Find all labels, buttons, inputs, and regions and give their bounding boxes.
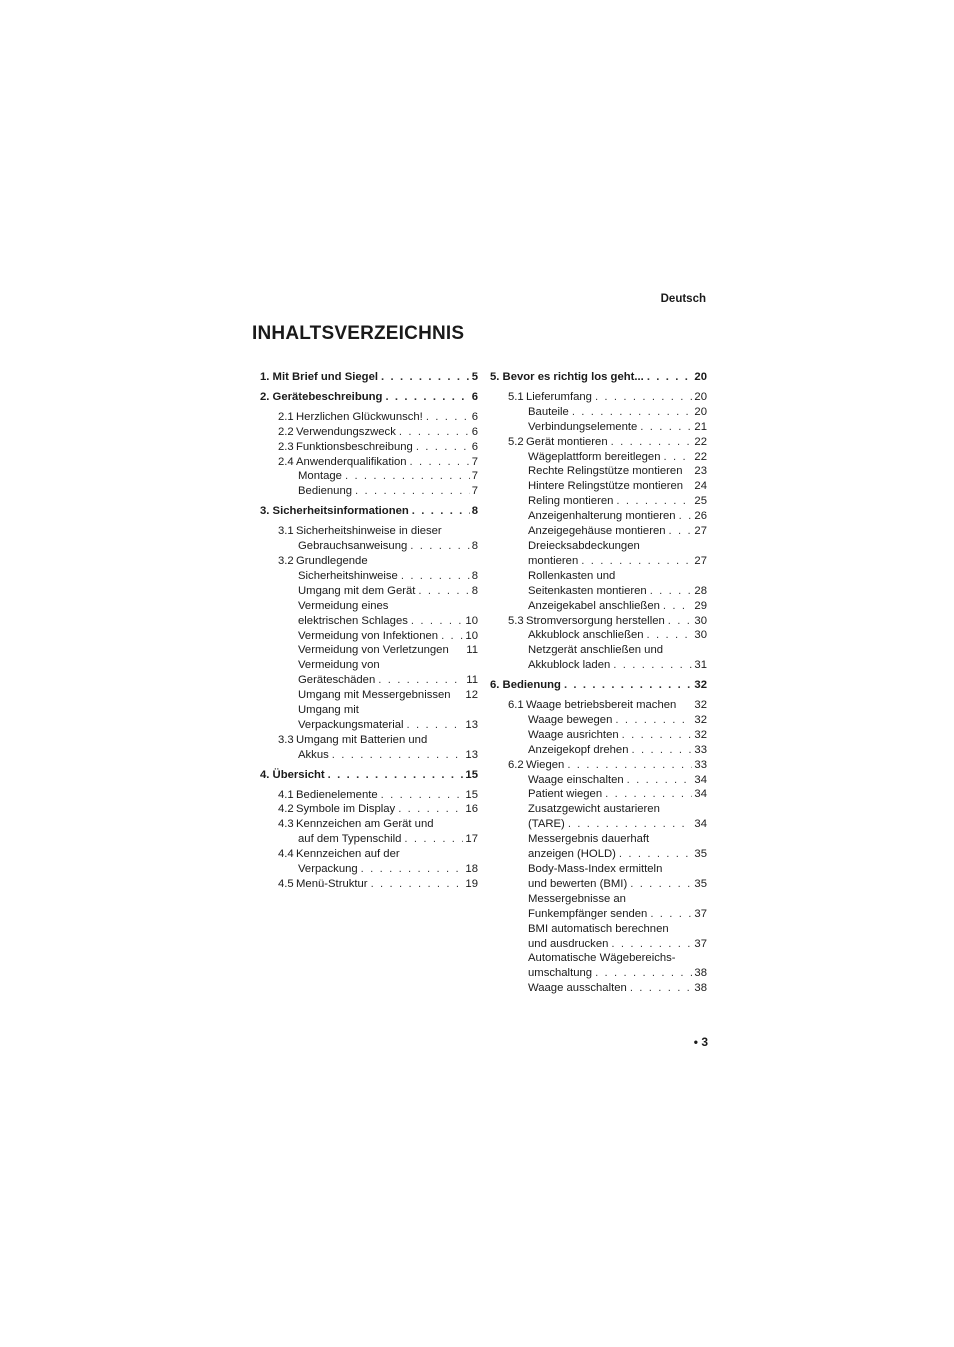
toc-entry-item[interactable] — [528, 787, 707, 802]
toc-entry-number: 5.1 — [508, 390, 524, 403]
toc-entry-label: 3. Sicherheitsinformationen — [260, 505, 409, 518]
toc-entry-page: 38 — [694, 982, 707, 995]
language-label: Deutsch — [660, 293, 706, 305]
toc-entry-page: 25 — [694, 495, 707, 508]
toc-entry-sub[interactable] — [278, 524, 478, 539]
toc-entry-page: 32 — [694, 713, 707, 726]
toc-entry-number: 2.3 — [278, 440, 294, 453]
toc-dot-leader — [567, 758, 692, 773]
toc-entry-label: Anzeigekopf drehen — [528, 743, 629, 756]
toc-entry-item[interactable] — [298, 688, 478, 703]
toc-entry-item[interactable] — [528, 599, 707, 614]
toc-entry-page: 6 — [471, 390, 478, 403]
toc-entry-item[interactable] — [528, 494, 707, 509]
toc-entry-item[interactable] — [298, 643, 478, 658]
toc-entry-label: Bauteile — [528, 405, 569, 418]
toc-entry-item[interactable] — [298, 718, 478, 733]
toc-entry-sub[interactable] — [278, 425, 478, 440]
toc-entry-label: Bedienelemente — [296, 788, 378, 801]
toc-dot-leader — [669, 524, 693, 539]
toc-dot-leader — [416, 440, 470, 455]
toc-entry-main[interactable] — [490, 370, 707, 385]
toc-entry-label: Anzeigenhalterung montieren — [528, 510, 676, 523]
toc-entry-item[interactable] — [298, 469, 478, 484]
toc-entry-page: 34 — [694, 818, 707, 831]
toc-entry-item[interactable] — [298, 584, 478, 599]
toc-entry-page: 33 — [694, 743, 707, 756]
toc-dot-leader — [568, 817, 693, 832]
toc-entry-item[interactable] — [528, 802, 707, 817]
toc-entry-item[interactable] — [528, 877, 707, 892]
toc-entry-page: 6 — [471, 425, 478, 438]
toc-entry-label: Reling montieren — [528, 495, 614, 508]
toc-dot-leader — [664, 450, 693, 465]
toc-dot-leader — [385, 390, 469, 405]
toc-entry-page: 17 — [465, 833, 478, 846]
toc-entry-item[interactable] — [528, 892, 707, 907]
toc-entry-label: Umgang mit Messergebnissen — [298, 689, 451, 702]
toc-dot-leader — [345, 469, 470, 484]
toc-entry-label: Umgang mit Batterien und — [296, 733, 428, 746]
toc-entry-number: 2.1 — [278, 410, 294, 423]
toc-entry-label: Sicherheitshinweise in dieser — [296, 525, 442, 538]
toc-entry-item[interactable] — [528, 713, 707, 728]
toc-entry-item[interactable] — [528, 743, 707, 758]
toc-dot-leader — [619, 847, 693, 862]
toc-entry-page: 7 — [471, 485, 478, 498]
toc-entry-label: Funktionsbeschreibung — [296, 440, 413, 453]
toc-entry-label: Umgang mit — [298, 704, 359, 717]
toc-entry-label: Bedienung — [298, 485, 353, 498]
toc-entry-item[interactable] — [528, 817, 707, 832]
toc-dot-leader — [640, 420, 692, 435]
toc-entry-label: montieren — [528, 554, 579, 567]
toc-entry-label: 2. Gerätebeschreibung — [260, 390, 383, 403]
toc-entry-item[interactable] — [298, 599, 478, 614]
toc-entry-number: 4.3 — [278, 818, 294, 831]
toc-entry-page: 32 — [694, 728, 707, 741]
toc-dot-leader — [605, 787, 692, 802]
toc-entry-sub[interactable] — [278, 788, 478, 803]
toc-entry-label: und ausdrucken — [528, 937, 609, 950]
toc-dot-leader — [630, 981, 693, 996]
toc-entry-page: 10 — [465, 629, 478, 642]
toc-dot-leader — [613, 658, 692, 673]
toc-entry-label: Anwenderqualifikation — [296, 455, 407, 468]
toc-entry-item[interactable] — [528, 584, 707, 599]
toc-dot-leader — [361, 862, 464, 877]
toc-entry-label: Body-Mass-Index ermitteln — [528, 863, 663, 875]
toc-entry-sub[interactable] — [508, 390, 707, 405]
toc-entry-sub[interactable] — [278, 877, 478, 892]
toc-entry-number: 2.4 — [278, 455, 294, 468]
toc-entry-page: 34 — [694, 773, 707, 786]
toc-entry-item[interactable] — [298, 658, 478, 673]
toc-dot-leader — [426, 410, 470, 425]
toc-entry-page: 20 — [694, 371, 707, 383]
toc-entry-label: Rechte Relingstütze montieren — [528, 465, 683, 478]
toc-dot-leader — [663, 599, 693, 614]
toc-entry-label: Lieferumfang — [526, 390, 592, 403]
toc-entry-sub[interactable] — [278, 410, 478, 425]
toc-entry-label: Funkempfänger senden — [528, 907, 648, 920]
toc-entry-label: Symbole im Display — [296, 803, 396, 816]
toc-dot-leader — [411, 614, 464, 629]
toc-entry-label: Sicherheitshinweise — [298, 569, 398, 582]
toc-entry-page: 12 — [465, 689, 478, 702]
toc-entry-number: 3.3 — [278, 733, 294, 746]
toc-entry-label: Vermeidung von Infektionen — [298, 629, 439, 642]
toc-entry-label: umschaltung — [528, 967, 593, 980]
toc-entry-sub[interactable] — [278, 733, 478, 748]
toc-entry-page: 32 — [694, 679, 707, 692]
toc-entry-page: 8 — [471, 505, 478, 518]
toc-dot-leader — [371, 877, 464, 892]
toc-entry-item[interactable] — [528, 643, 707, 658]
toc-column-left — [260, 370, 478, 892]
toc-entry-page: 8 — [471, 540, 478, 553]
toc-entry-label: Menü-Struktur — [296, 878, 368, 890]
toc-entry-label: Dreiecksabdeckungen — [528, 539, 640, 552]
toc-entry-item[interactable] — [528, 420, 707, 435]
toc-entry-main[interactable] — [260, 370, 478, 385]
toc-entry-page: 35 — [694, 848, 707, 861]
toc-entry-item[interactable] — [298, 484, 478, 499]
toc-entry-item[interactable] — [528, 907, 707, 922]
toc-entry-main[interactable] — [260, 390, 478, 405]
toc-entry-item[interactable] — [528, 479, 707, 494]
toc-entry-sub[interactable] — [278, 440, 478, 455]
toc-entry-page: 15 — [465, 768, 478, 781]
toc-entry-item[interactable] — [528, 937, 707, 952]
toc-dot-leader — [381, 788, 464, 803]
toc-entry-label: 5. Bevor es richtig los geht... — [490, 371, 644, 383]
toc-entry-label: Waage ausschalten — [528, 982, 627, 995]
toc-entry-item[interactable] — [528, 847, 707, 862]
toc-entry-item[interactable] — [298, 703, 478, 718]
toc-entry-item[interactable] — [528, 405, 707, 420]
toc-entry-page: 27 — [694, 554, 707, 567]
toc-entry-page: 10 — [465, 614, 478, 627]
toc-entry-item[interactable] — [298, 614, 478, 629]
toc-entry-page: 20 — [694, 390, 707, 403]
toc-entry-sub[interactable] — [278, 817, 478, 832]
toc-dot-leader — [650, 907, 692, 922]
toc-entry-page: 33 — [694, 758, 707, 771]
toc-entry-label: Vermeidung von — [298, 659, 380, 672]
toc-entry-page: 32 — [694, 699, 707, 712]
toc-entry-page: 30 — [694, 614, 707, 627]
toc-entry-label: Herzlichen Glückwunsch! — [296, 410, 423, 423]
toc-entry-label: (TARE) — [528, 818, 565, 831]
toc-entry-label: 1. Mit Brief und Siegel — [260, 371, 379, 383]
toc-entry-page: 15 — [465, 788, 478, 801]
toc-entry-label: Vermeidung von Verletzungen — [298, 644, 449, 657]
toc-dot-leader — [572, 405, 693, 420]
toc-entry-label: Netzgerät anschließen und — [528, 644, 664, 657]
toc-entry-page: 38 — [694, 967, 707, 980]
toc-dot-leader — [441, 629, 463, 644]
toc-entry-label: Verbindungselemente — [528, 420, 638, 433]
toc-entry-page: 16 — [465, 803, 478, 816]
toc-entry-label: Vermeidung eines — [298, 599, 389, 612]
toc-entry-item[interactable] — [298, 539, 478, 554]
toc-dot-leader — [355, 484, 470, 499]
toc-entry-label: 6. Bedienung — [490, 679, 561, 692]
toc-entry-page: 22 — [694, 450, 707, 463]
toc-entry-label: Waage einschalten — [528, 773, 624, 786]
toc-entry-page: 11 — [466, 644, 478, 657]
toc-entry-item[interactable] — [298, 629, 478, 644]
toc-dot-leader — [668, 614, 693, 629]
toc-entry-main[interactable] — [260, 768, 478, 783]
toc-entry-sub[interactable] — [278, 554, 478, 569]
toc-entry-page: 23 — [694, 465, 707, 478]
toc-entry-main[interactable] — [260, 504, 478, 519]
toc-entry-page: 13 — [465, 748, 478, 761]
toc-entry-sub[interactable] — [508, 698, 707, 713]
toc-dot-leader — [401, 569, 470, 584]
toc-entry-sub[interactable] — [278, 802, 478, 817]
toc-entry-page: 5 — [471, 371, 478, 383]
toc-dot-leader — [381, 370, 470, 385]
toc-dot-leader — [328, 768, 464, 783]
toc-entry-sub[interactable] — [278, 847, 478, 862]
toc-entry-page: 28 — [694, 584, 707, 597]
toc-entry-page: 6 — [471, 410, 478, 423]
toc-entry-label: Anzeigekabel anschließen — [528, 599, 660, 612]
toc-entry-label: Anzeigegehäuse montieren — [528, 525, 666, 538]
toc-entry-label: Kennzeichen auf der — [296, 848, 400, 861]
toc-entry-sub[interactable] — [278, 455, 478, 470]
toc-entry-item[interactable] — [528, 728, 707, 743]
toc-entry-label: Verwendungszweck — [296, 425, 396, 438]
toc-entry-page: 7 — [471, 455, 478, 468]
toc-entry-page: 26 — [694, 510, 707, 523]
toc-entry-number: 3.2 — [278, 554, 294, 567]
toc-dot-leader — [616, 494, 692, 509]
toc-entry-page: 34 — [694, 788, 707, 801]
toc-entry-label: Waage bewegen — [528, 713, 613, 726]
toc-entry-page: 8 — [471, 584, 478, 597]
toc-entry-number: 4.5 — [278, 878, 294, 890]
toc-entry-item[interactable] — [528, 981, 707, 996]
toc-entry-label: Wiegen — [526, 758, 565, 771]
toc-entry-item[interactable] — [528, 773, 707, 788]
toc-entry-item[interactable] — [528, 951, 707, 966]
toc-entry-label: Rollenkasten und — [528, 569, 616, 582]
toc-entry-page: 13 — [465, 718, 478, 731]
toc-entry-label: Waage ausrichten — [528, 728, 619, 741]
toc-entry-page: 8 — [471, 569, 478, 582]
toc-dot-leader — [412, 504, 470, 519]
toc-entry-page: 27 — [694, 525, 707, 538]
toc-entry-label: Wägeplattform bereitlegen — [528, 450, 661, 463]
toc-entry-page: 21 — [694, 420, 707, 433]
toc-entry-sub[interactable] — [508, 614, 707, 629]
toc-entry-item[interactable] — [298, 673, 478, 688]
toc-entry-number: 2.2 — [278, 425, 294, 438]
toc-entry-item[interactable] — [298, 832, 478, 847]
toc-entry-label: Messergebnis dauerhaft — [528, 833, 650, 846]
page-title: INHALTSVERZEICHNIS — [252, 323, 465, 344]
toc-entry-label: Geräteschäden — [298, 674, 376, 687]
toc-entry-item[interactable] — [528, 569, 707, 584]
toc-dot-leader — [564, 678, 692, 693]
toc-entry-label: anzeigen (HOLD) — [528, 848, 616, 861]
toc-entry-number: 5.2 — [508, 435, 524, 448]
toc-entry-page: 19 — [465, 878, 478, 890]
toc-entry-sub[interactable] — [508, 435, 707, 450]
toc-entry-item[interactable] — [528, 922, 707, 937]
toc-entry-page: 30 — [694, 629, 707, 642]
toc-entry-item[interactable] — [528, 524, 707, 539]
toc-entry-label: Montage — [298, 470, 342, 483]
toc-dot-leader — [650, 584, 693, 599]
toc-entry-label: 4. Übersicht — [260, 768, 325, 781]
toc-dot-leader — [398, 802, 463, 817]
toc-entry-page: 18 — [465, 863, 478, 876]
toc-column-right — [490, 370, 707, 996]
toc-dot-leader — [632, 743, 693, 758]
toc-entry-item[interactable] — [298, 569, 478, 584]
toc-entry-main[interactable] — [490, 678, 707, 693]
toc-entry-page: 6 — [471, 440, 478, 453]
toc-entry-item[interactable] — [528, 464, 707, 479]
toc-dot-leader — [615, 713, 692, 728]
page-number: • 3 — [693, 1035, 708, 1049]
toc-dot-leader — [627, 773, 693, 788]
toc-entry-item[interactable] — [528, 658, 707, 673]
toc-entry-number: 6.2 — [508, 758, 524, 771]
toc-entry-label: BMI automatisch berechnen — [528, 922, 669, 935]
toc-entry-label: Verpackung — [298, 863, 358, 876]
toc-dot-leader — [407, 718, 464, 733]
toc-dot-leader — [611, 435, 693, 450]
toc-entry-item[interactable] — [298, 748, 478, 763]
toc-entry-page: 29 — [694, 599, 707, 612]
toc-dot-leader — [679, 509, 693, 524]
toc-entry-label: Hintere Relingstütze montieren — [528, 480, 684, 493]
toc-entry-label: Akkublock laden — [528, 659, 611, 672]
toc-entry-item[interactable] — [528, 554, 707, 569]
toc-entry-label: Gebrauchsanweisung — [298, 540, 408, 553]
toc-entry-item[interactable] — [528, 450, 707, 465]
toc-entry-label: Gerät montieren — [526, 435, 608, 448]
toc-entry-number: 4.2 — [278, 803, 294, 816]
toc-dot-leader — [595, 966, 692, 981]
toc-dot-leader — [630, 877, 692, 892]
toc-entry-page: 37 — [694, 937, 707, 950]
toc-entry-label: Grundlegende — [296, 554, 368, 567]
toc-dot-leader — [399, 425, 470, 440]
toc-entry-item[interactable] — [528, 966, 707, 981]
toc-entry-page: 20 — [694, 405, 707, 418]
toc-dot-leader — [418, 584, 469, 599]
toc-dot-leader — [611, 937, 692, 952]
toc-entry-number: 4.1 — [278, 788, 294, 801]
toc-entry-page: 7 — [471, 470, 478, 483]
toc-dot-leader — [404, 832, 463, 847]
toc-entry-label: Zusatzgewicht austarieren — [528, 803, 660, 816]
toc-entry-number: 4.4 — [278, 848, 294, 861]
toc-entry-item[interactable] — [528, 862, 707, 877]
toc-entry-page: 22 — [694, 435, 707, 448]
toc-entry-label: Seitenkasten montieren — [528, 584, 647, 597]
toc-entry-item[interactable] — [528, 832, 707, 847]
toc-entry-label: und bewerten (BMI) — [528, 877, 628, 890]
toc-entry-label: elektrischen Schlages — [298, 614, 408, 627]
toc-entry-label: Umgang mit dem Gerät — [298, 584, 416, 597]
toc-dot-leader — [647, 628, 693, 643]
toc-entry-label: Messergebnisse an — [528, 892, 626, 905]
toc-entry-label: Akkus — [298, 748, 329, 761]
toc-dot-leader — [581, 554, 692, 569]
toc-entry-page: 35 — [694, 877, 707, 890]
toc-dot-leader — [647, 370, 693, 385]
toc-entry-item[interactable] — [528, 628, 707, 643]
toc-dot-leader — [410, 455, 470, 470]
toc-entry-label: Automatische Wägebereichs- — [528, 952, 676, 965]
toc-dot-leader — [595, 390, 692, 405]
toc-entry-sub[interactable] — [508, 758, 707, 773]
toc-entry-label: Kennzeichen am Gerät und — [296, 818, 434, 831]
toc-dot-leader — [410, 539, 469, 554]
toc-entry-label: Verpackungsmaterial — [298, 718, 404, 731]
toc-entry-item[interactable] — [528, 539, 707, 554]
toc-entry-page: 24 — [694, 480, 707, 493]
toc-entry-item[interactable] — [528, 509, 707, 524]
toc-entry-label: Akkublock anschließen — [528, 629, 644, 642]
toc-dot-leader — [622, 728, 693, 743]
toc-entry-page: 11 — [466, 674, 478, 687]
toc-entry-item[interactable] — [298, 862, 478, 877]
toc-entry-number: 6.1 — [508, 699, 524, 712]
toc-dot-leader — [332, 748, 464, 763]
toc-dot-leader — [378, 673, 464, 688]
toc-entry-label: Stromversorgung herstellen — [526, 614, 665, 627]
toc-entry-label: auf dem Typenschild — [298, 833, 402, 846]
toc-entry-label: Patient wiegen — [528, 788, 603, 801]
toc-entry-label: Waage betriebsbereit machen — [526, 699, 677, 712]
toc-entry-page: 37 — [694, 907, 707, 920]
toc-entry-number: 3.1 — [278, 525, 294, 538]
toc-entry-page: 31 — [694, 659, 707, 672]
toc-entry-number: 5.3 — [508, 614, 524, 627]
